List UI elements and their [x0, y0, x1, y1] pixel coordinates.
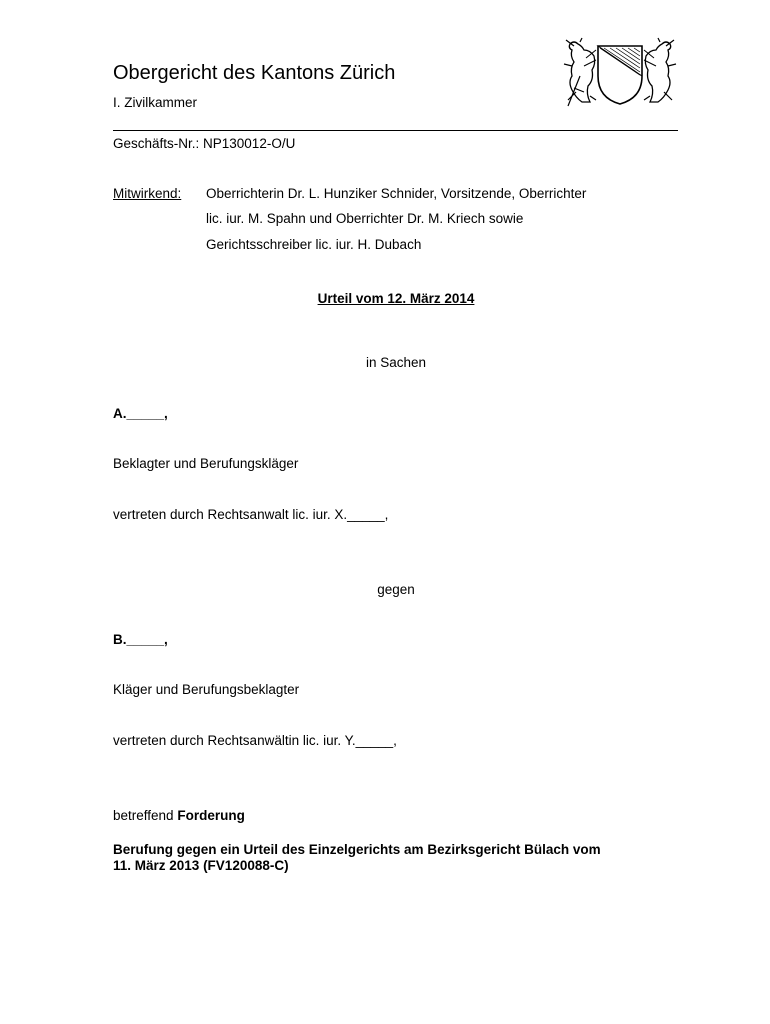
subject-prefix: betreffend [113, 808, 174, 823]
appeal-line: 11. März 2013 (FV120088-C) [113, 858, 289, 873]
case-number: Geschäfts-Nr.: NP130012-O/U [113, 136, 296, 151]
zurich-coat-of-arms-icon [560, 36, 680, 108]
panel-line: lic. iur. M. Spahn und Oberrichter Dr. M. Kriech sowie [206, 211, 524, 226]
appeal-line: Berufung gegen ein Urteil des Einzelgerichts am Bezirksgericht Bülach vom [113, 842, 601, 857]
court-name: Obergericht des Kantons Zürich [113, 62, 396, 84]
party-b-counsel: vertreten durch Rechtsanwältin lic. iur. Y._____, [113, 733, 397, 748]
chamber-name: I. Zivilkammer [113, 95, 197, 110]
panel-label: Mitwirkend: [113, 186, 182, 201]
panel-line: Gerichtsschreiber lic. iur. H. Dubach [206, 237, 422, 252]
subject-line [113, 808, 245, 823]
judgment-title: Urteil vom 12. März 2014 [317, 291, 475, 306]
panel-line: Oberrichterin Dr. L. Hunziker Schnider, Vorsitzende, Oberrichter [206, 186, 587, 201]
subject-matter: Forderung [177, 808, 245, 823]
party-b-role: Kläger und Berufungsbeklagter [113, 682, 300, 697]
party-a-role: Beklagter und Berufungskläger [113, 456, 299, 471]
header-divider [113, 130, 678, 131]
gegen-label: gegen [377, 582, 415, 597]
party-a-counsel: vertreten durch Rechtsanwalt lic. iur. X._____, [113, 507, 389, 522]
party-b-name: B._____, [113, 632, 168, 647]
party-a-name: A._____, [113, 406, 168, 421]
in-sachen-label: in Sachen [365, 355, 427, 370]
